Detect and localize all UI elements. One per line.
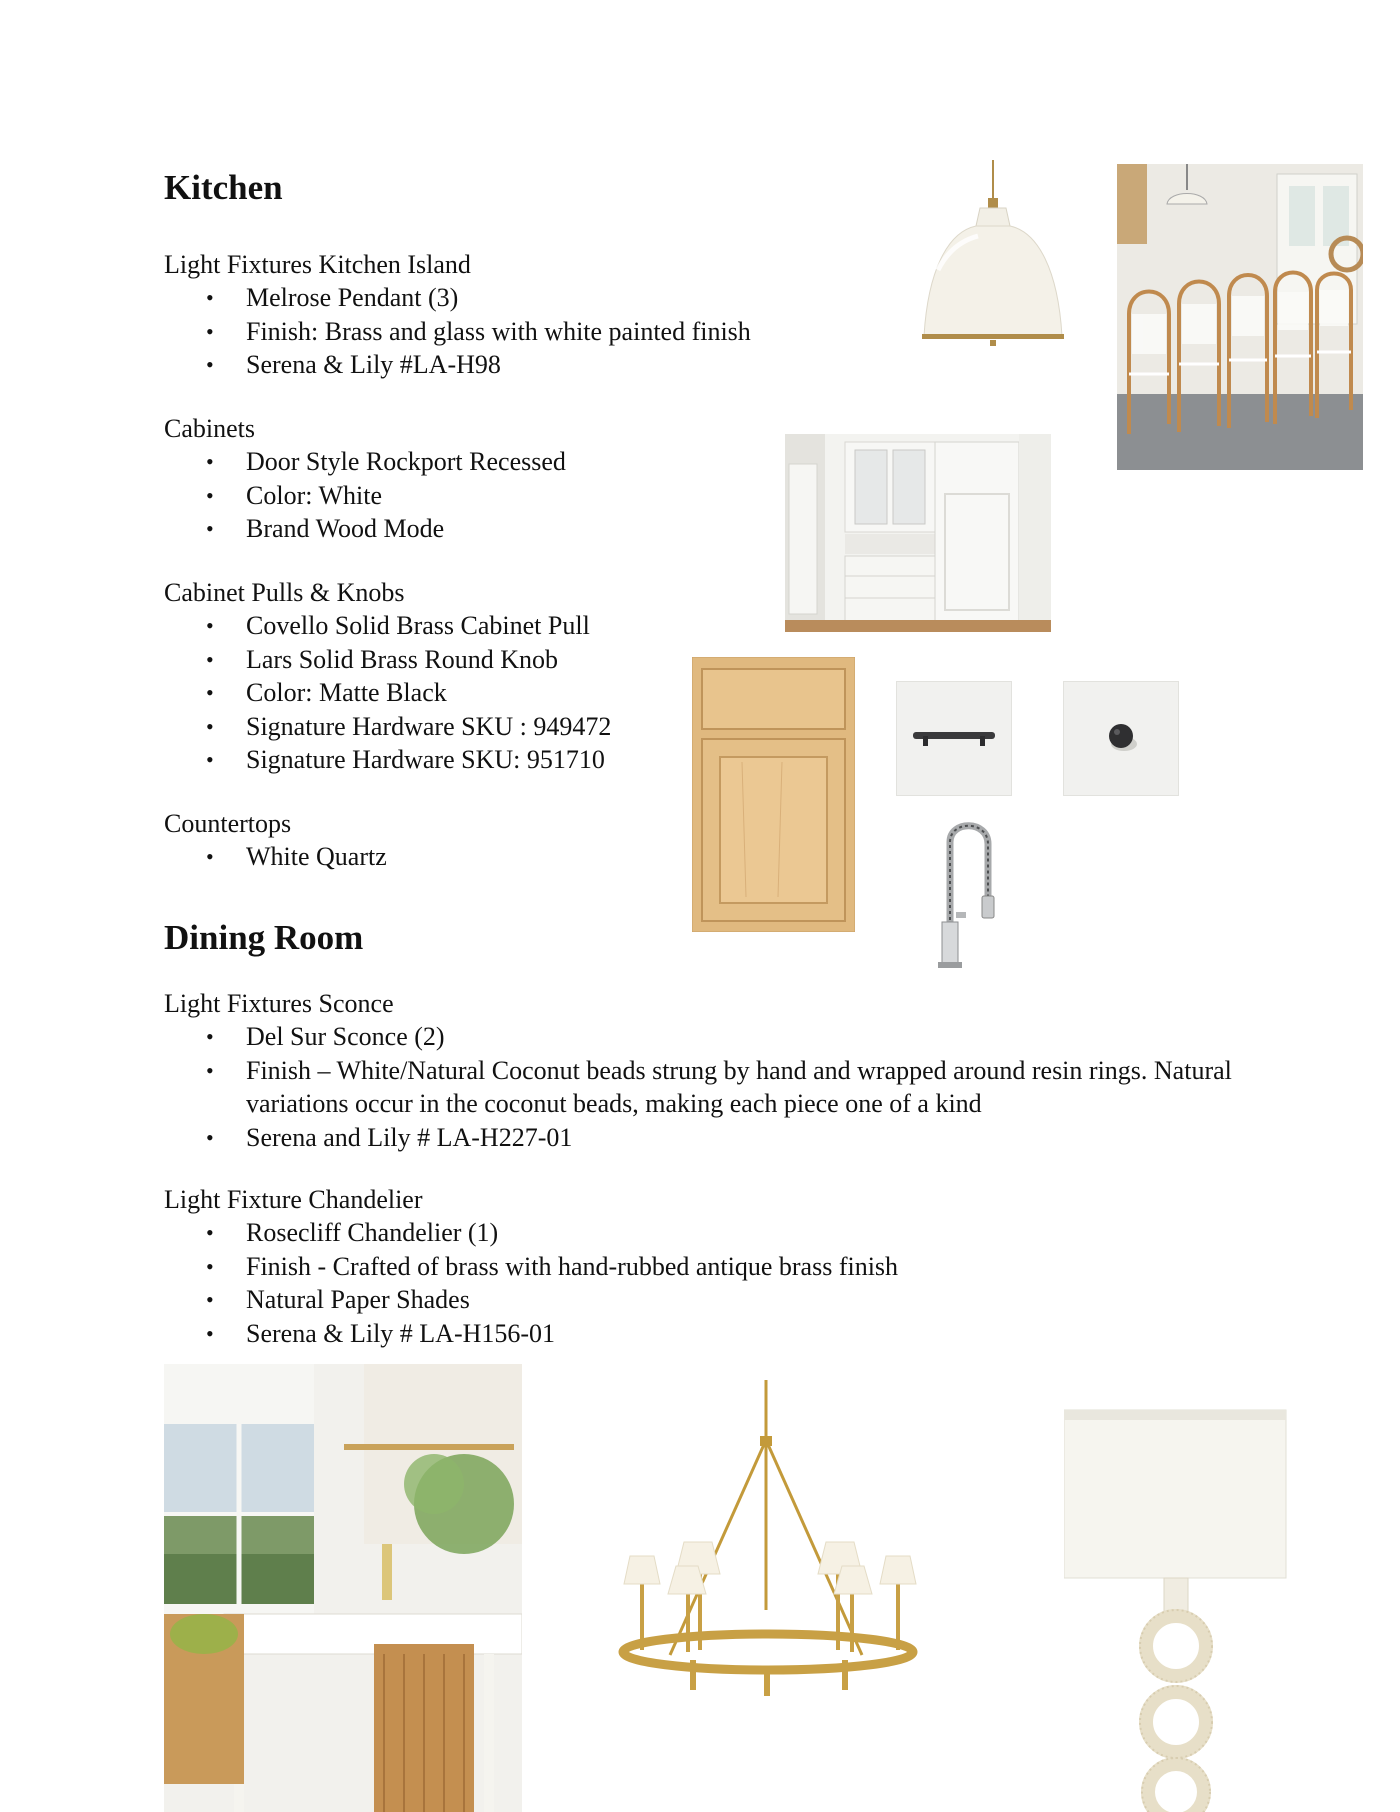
list-item: • White Quartz (164, 840, 1256, 874)
faucet-image (930, 812, 1010, 972)
cabinet-pull-image (896, 681, 1012, 796)
list-item: • Natural Paper Shades (164, 1283, 1256, 1317)
group-title-countertops: Countertops (164, 809, 292, 838)
dining-heading: Dining Room (164, 918, 364, 957)
group-title-cabinet-pulls: Cabinet Pulls & Knobs (164, 578, 405, 607)
chandelier-list (164, 1216, 1256, 1350)
list-item: • Door Style Rockport Recessed (164, 445, 1256, 479)
kitchen-island-photo (1117, 164, 1363, 470)
kitchen-heading: Kitchen (164, 168, 283, 207)
melrose-pendant-image (918, 160, 1068, 360)
list-item: • Serena & Lily # LA-H156-01 (164, 1317, 1256, 1351)
list-item: • Del Sur Sconce (2) (164, 1020, 1256, 1054)
group-title-chandelier: Light Fixture Chandelier (164, 1185, 423, 1214)
list-item: • Rosecliff Chandelier (1) (164, 1216, 1256, 1250)
list-item: • Serena & Lily #LA-H98 (164, 348, 1256, 382)
group-title-cabinets: Cabinets (164, 414, 255, 443)
group-title-sconce: Light Fixtures Sconce (164, 989, 394, 1018)
dining-room-photo (164, 1364, 522, 1812)
list-item: • Finish - Crafted of brass with hand-rubbed antique brass finish (164, 1250, 1256, 1284)
rosecliff-chandelier-image (600, 1380, 940, 1700)
list-item: • Signature Hardware SKU: 951710 (164, 743, 1256, 777)
round-knob-image (1063, 681, 1179, 796)
light-fixtures-island-list (164, 281, 1256, 382)
cabinets-list (164, 445, 1256, 546)
list-item: • Color: White (164, 479, 1256, 513)
white-cabinets-photo (785, 434, 1051, 632)
list-item: • Melrose Pendant (3) (164, 281, 1256, 315)
list-item: • Lars Solid Brass Round Knob (164, 643, 1256, 677)
cabinet-door-sample-image (692, 657, 855, 932)
list-item: • Signature Hardware SKU : 949472 (164, 710, 1256, 744)
list-item: • Brand Wood Mode (164, 512, 1256, 546)
group-title-light-fixtures-island: Light Fixtures Kitchen Island (164, 250, 471, 279)
list-item: • Covello Solid Brass Cabinet Pull (164, 609, 1256, 643)
sconce-list (164, 1020, 1256, 1154)
del-sur-sconce-image (1064, 1406, 1290, 1812)
list-item: • Finish – White/Natural Coconut beads strung by hand and wrapped around resin rings. Natural variations occur in the coconut beads, making each piece one of a kind (164, 1054, 1256, 1121)
list-item: • Finish: Brass and glass with white painted finish (164, 315, 1256, 349)
list-item: • Serena and Lily # LA-H227-01 (164, 1121, 1256, 1155)
list-item: • Color: Matte Black (164, 676, 1256, 710)
